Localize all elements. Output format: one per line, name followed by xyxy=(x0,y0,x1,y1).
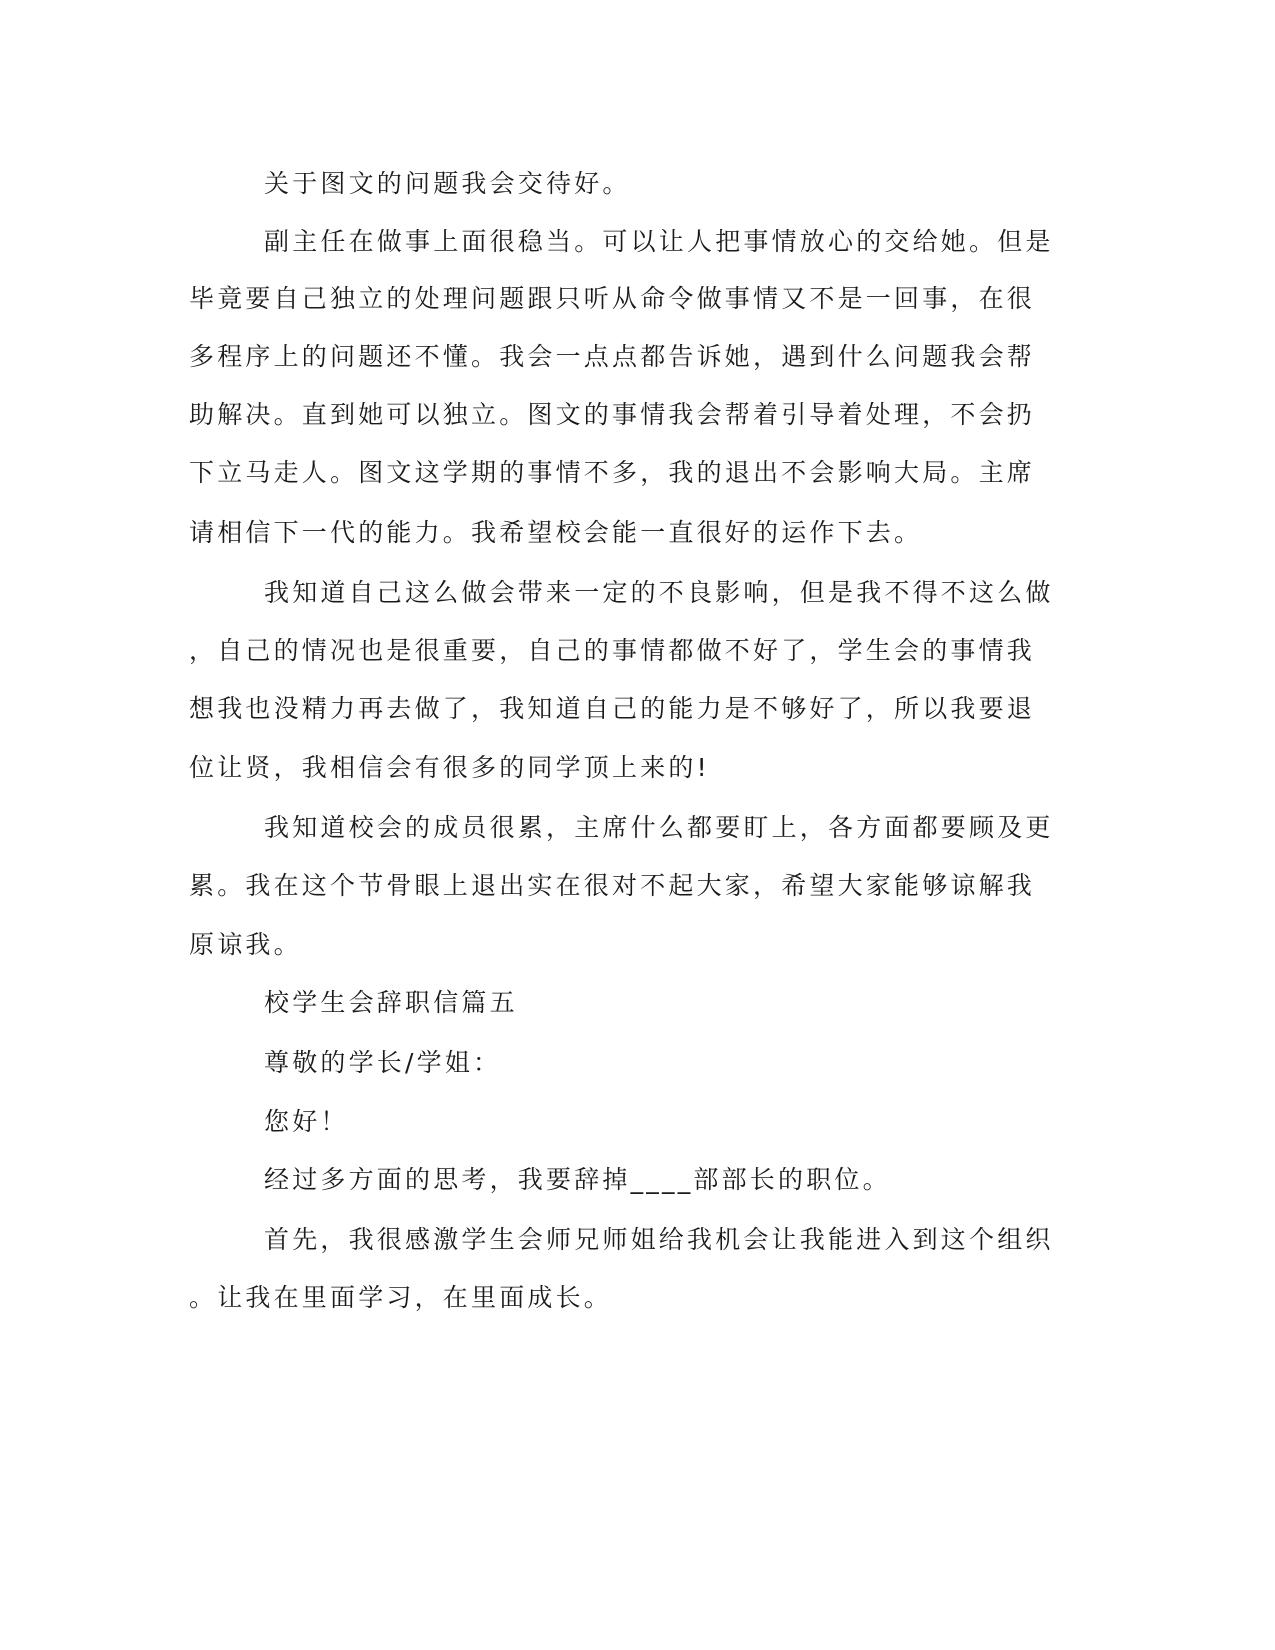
text-line: 关于图文的问题我会交待好。 xyxy=(264,169,631,198)
text-line: 多程序上的问题还不懂。我会一点点都告诉她，遇到什么问题我会帮 xyxy=(189,342,1036,371)
text-line: 助解决。直到她可以独立。图文的事情我会帮着引导着处理，不会扔 xyxy=(189,400,1036,429)
text-line: 累。我在这个节骨眼上退出实在很对不起大家，希望大家能够谅解我 xyxy=(189,871,1036,900)
text-line: 副主任在做事上面很稳当。可以让人把事情放心的交给她。但是 xyxy=(264,227,1054,256)
text-line: 首先，我很感激学生会师兄师姐给我机会让我能进入到这个组织 xyxy=(264,1225,1054,1254)
text-line: 想我也没精力再去做了，我知道自己的能力是不够好了，所以我要退 xyxy=(189,694,1036,723)
greeting: 您好！ xyxy=(264,1107,349,1136)
text-line: 位让贤，我相信会有很多的同学顶上来的! xyxy=(189,753,710,782)
text-line: 经过多方面的思考，我要辞掉____部部长的职位。 xyxy=(264,1165,891,1194)
text-line: ，自己的情况也是很重要，自己的事情都做不好了，学生会的事情我 xyxy=(189,636,1036,665)
text-line: 下立马走人。图文这学期的事情不多，我的退出不会影响大局。主席 xyxy=(189,458,1036,487)
text-line: 请相信下一代的能力。我希望校会能一直很好的运作下去。 xyxy=(189,518,923,547)
section-heading: 校学生会辞职信篇五 xyxy=(264,988,518,1017)
text-line: 我知道自己这么做会带来一定的不良影响，但是我不得不这么做 xyxy=(264,578,1054,607)
text-line: 我知道校会的成员很累，主席什么都要盯上，各方面都要顾及更 xyxy=(264,813,1054,842)
text-line: 原谅我。 xyxy=(189,930,302,959)
text-line: 毕竟要自己独立的处理问题跟只听从命令做事情又不是一回事，在很 xyxy=(189,284,1036,313)
salutation: 尊敬的学长/学姐： xyxy=(264,1048,502,1077)
text-line: 。让我在里面学习，在里面成长。 xyxy=(189,1283,613,1312)
